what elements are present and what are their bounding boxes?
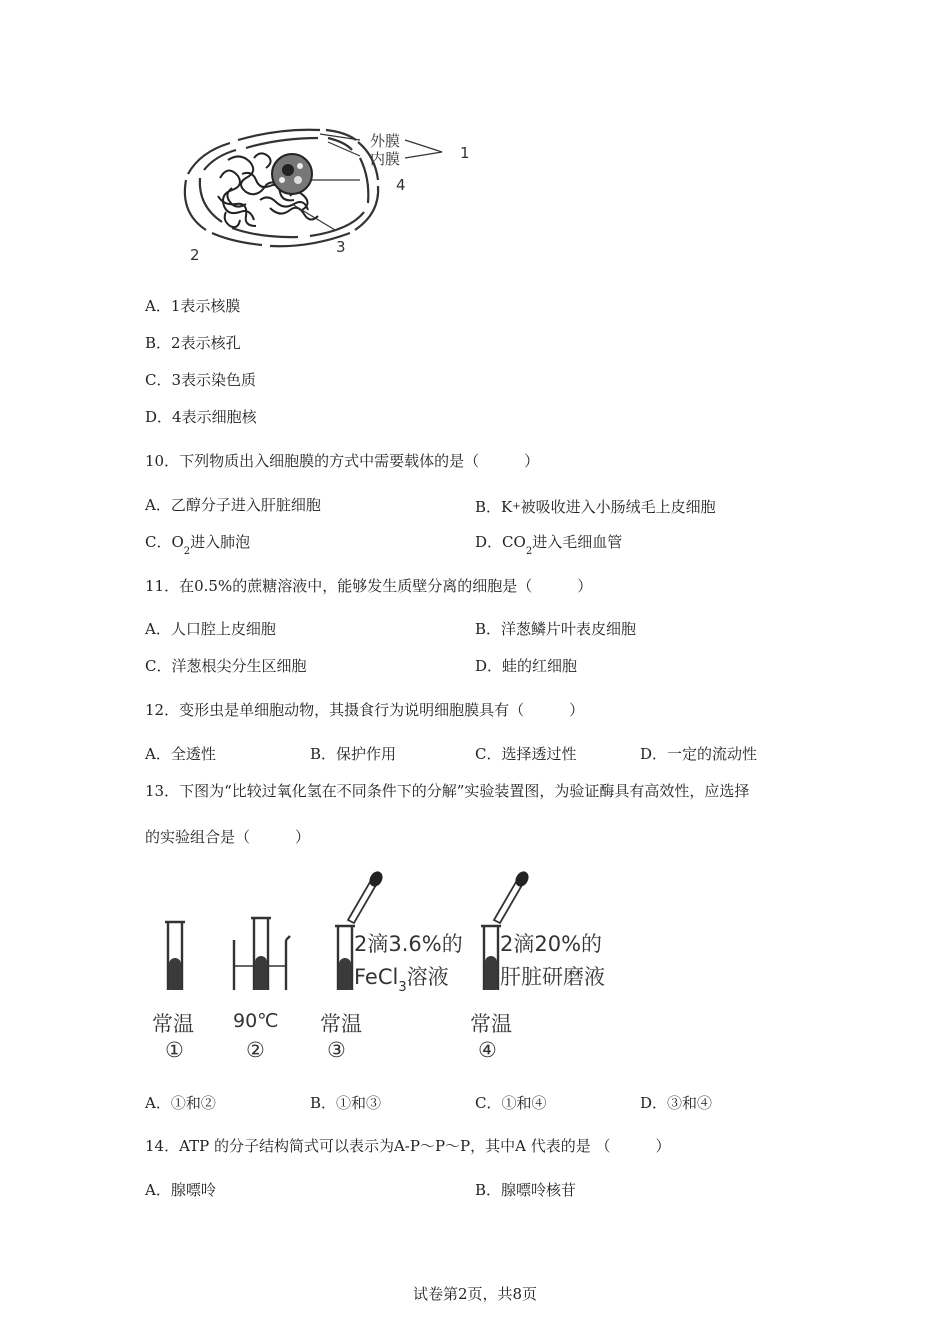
tube3-drop-label-line1: 2滴3.6%的 (354, 932, 463, 956)
q14-option-a: A．腺嘌呤 (145, 1181, 216, 1199)
nucleus-diagram (170, 118, 490, 268)
tube1-temp: 常温 (152, 1012, 194, 1036)
q10-option-a: A．乙醇分子进入肝脏细胞 (145, 496, 321, 514)
q10-option-b: B．K+被吸收进入小肠绒毛上皮细胞 (475, 498, 716, 516)
tube4-drop-label-line1: 2滴20%的 (500, 932, 603, 956)
diagram-label-2: 2 (190, 246, 200, 264)
q9-option-b: B．2表示核孔 (145, 334, 241, 352)
q13-option-d: D．③和④ (640, 1094, 713, 1112)
q11-stem: 11．在0.5%的蔗糖溶液中，能够发生质壁分离的细胞是（ ） (145, 577, 593, 595)
q10-stem: 10．下列物质出入细胞膜的方式中需要载体的是（ ） (145, 452, 540, 470)
q9-option-c: C．3表示染色质 (145, 371, 257, 389)
q13-option-c: C．①和④ (475, 1094, 547, 1112)
q9-option-a: A．1表示核膜 (145, 297, 241, 315)
tube2-number: ② (246, 1038, 265, 1062)
inner-membrane-label: 内膜 (370, 150, 401, 168)
q12-option-a: A．全透性 (145, 745, 216, 763)
tube4-number: ④ (478, 1038, 497, 1062)
q11-option-c: C．洋葱根尖分生区细胞 (145, 657, 307, 675)
page-footer: 试卷第2页，共8页 (412, 1285, 538, 1303)
diagram-label-3: 3 (336, 238, 346, 256)
q12-stem: 12．变形虫是单细胞动物，其摄食行为说明细胞膜具有（ ） (145, 701, 585, 719)
tube3-drop-label-line2: FeCl$_3$溶液 (354, 965, 449, 995)
q14-option-b: B．腺嘌呤核苷 (475, 1181, 577, 1199)
tube3-number: ③ (327, 1038, 346, 1062)
diagram-label-4: 4 (396, 176, 406, 194)
tube4-temp: 常温 (470, 1012, 512, 1036)
q11-option-d: D．蛙的红细胞 (475, 657, 578, 675)
outer-membrane-label: 外膜 (370, 132, 401, 150)
tube3-temp: 常温 (320, 1012, 362, 1036)
q11-option-a: A．人口腔上皮细胞 (145, 620, 276, 638)
q12-option-d: D．一定的流动性 (640, 745, 758, 763)
q10-option-d: D．$CO_2$进入毛细血管 (475, 533, 623, 557)
q13-option-a: A．①和② (145, 1094, 216, 1112)
tube1-number: ① (165, 1038, 184, 1062)
q13-stem-line2: 的实验组合是（ ） (145, 828, 311, 846)
q11-option-b: B．洋葱鳞片叶表皮细胞 (475, 620, 637, 638)
q13-stem-line1: 13．下图为“比较过氧化氢在不同条件下的分解”实验装置图，为验证酶具有高效性，应选择 (145, 782, 750, 800)
q10-option-c: C．$O_2$进入肺泡 (145, 533, 251, 557)
q13-option-b: B．①和③ (310, 1094, 382, 1112)
tube2-temp: 90℃ (233, 1010, 279, 1032)
diagram-label-1: 1 (460, 144, 470, 162)
q12-option-c: C．选择透过性 (475, 745, 577, 763)
tube4-drop-label-line2: 肝脏研磨液 (500, 965, 605, 989)
q12-option-b: B．保护作用 (310, 745, 397, 763)
q9-option-d: D．4表示细胞核 (145, 408, 257, 426)
q14-stem: 14．ATP 的分子结构简式可以表示为A-P～P～P，其中A 代表的是 （ ） (145, 1137, 671, 1155)
